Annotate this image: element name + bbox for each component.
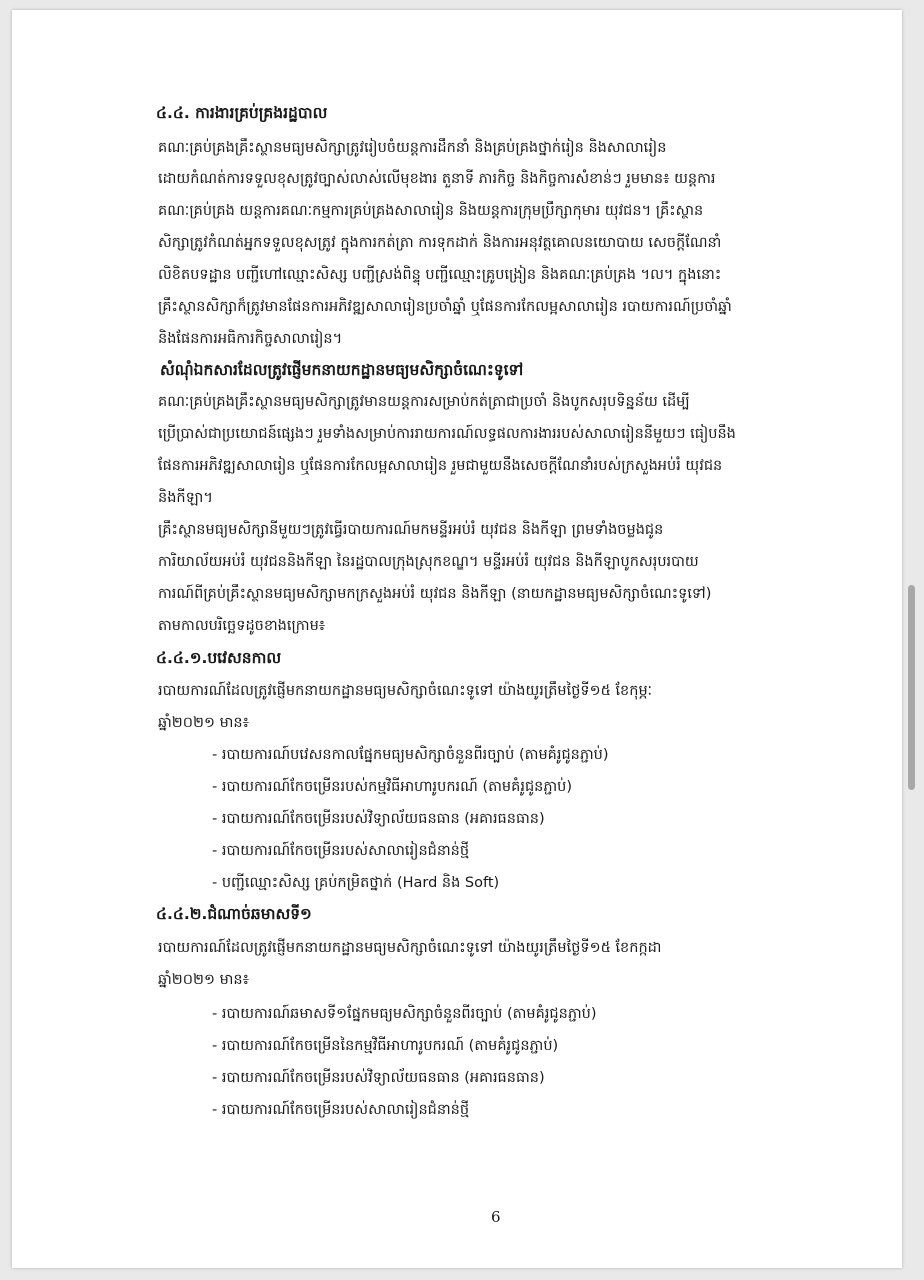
list1-item: - របាយការណ៍បវេសនកាលផ្នែកមធ្យមសិក្សាចំនួនពីរច្បាប់ (តាមគំរូជូនភ្ជាប់) [212, 747, 609, 763]
para1-line: គណៈគ្រប់គ្រងគ្រឹះស្ថានមធ្យមសិក្សាត្រូវរៀបចំយន្តការដឹកនាំ និងគ្រប់គ្រងថ្នាក់រៀន និងសាលារៀន [158, 140, 667, 156]
list1-item: - របាយការណ៍កែចម្រើនរបស់វិទ្យាល័យធនធាន (អគារធនធាន) [212, 811, 545, 827]
para1-line: គណៈគ្រប់គ្រង យន្តការគណៈកម្មការគ្រប់គ្រងសាលារៀន និងយន្តការក្រុមប្រឹក្សាកុមារ យុវជន។ គ្រឹះស្ថាន [158, 203, 704, 219]
para1-line: ដោយកំណត់ការទទួលខុសត្រូវច្បាស់លាស់លើមុខងារ តួនាទី ភារកិច្ច និងកិច្ចការសំខាន់ៗ រួមមាន៖ យន្តការ [158, 171, 716, 187]
intro2-line: របាយការណ៍ដែលត្រូវផ្ញើមកនាយកដ្ឋានមធ្យមសិក្សាចំណេះទូទៅ យ៉ាងយូរត្រឹមថ្ងៃទី១៥ ខែកក្កដា [158, 940, 662, 956]
para3-line: ការណ៍ពីគ្រប់គ្រឹះស្ថានមធ្យមសិក្សាមកក្រសួងអប់រំ យុវជន និងកីឡា (នាយកដ្ឋានមធ្យមសិក្សាចំណេះទូទៅ) [158, 586, 712, 602]
list1-item: - របាយការណ៍កែចម្រើនរបស់សាលារៀនជំនាន់ថ្មី [212, 843, 470, 859]
subheading-documents: សំណុំឯកសារដែលត្រូវផ្ញើមកនាយកដ្ឋានមធ្យមសិក្សាចំណេះទូទៅ [160, 361, 524, 379]
para3-line: តាមកាលបរិច្ឆេទដូចខាងក្រោម៖ [158, 618, 326, 634]
scrollbar-thumb[interactable] [908, 585, 915, 790]
para1-line: គ្រឹះស្ថានសិក្សាក៏ត្រូវមានផែនការអភិវឌ្ឍសាលារៀនប្រចាំឆ្នាំ ឬផែនការកែលម្អសាលារៀន របាយការណ៍ប្រចាំឆ្នាំ [158, 299, 732, 315]
intro2-line: ឆ្នាំ២០២១ មាន៖ [158, 972, 249, 988]
para2-line: គណៈគ្រប់គ្រងគ្រឹះស្ថានមធ្យមសិក្សាត្រូវមានយន្តការសម្រាប់កត់ត្រាជាប្រចាំ និងបូកសរុបទិន្នន័យ ដើម្បី [158, 394, 690, 410]
list1-item: - បញ្ជីឈ្មោះសិស្ស គ្រប់កម្រិតថ្នាក់ (Hard និង Soft) [212, 875, 500, 891]
para1-line: សិក្សាត្រូវកំណត់អ្នកទទួលខុសត្រូវ ក្នុងការកត់ត្រា ការទុកដាក់ និងការអនុវត្តគោលនយោបាយ សេចក្ដីណែនាំ [158, 235, 722, 251]
para2-line: ប្រើប្រាស់ជាប្រយោជន៍ផ្សេងៗ រួមទាំងសម្រាប់ការរាយការណ៍លទ្ធផលការងាររបស់សាលារៀននីមួយៗ ធៀបនឹង [158, 426, 736, 442]
document-page [12, 10, 902, 1268]
para2-line: ផែនការអភិវឌ្ឍសាលារៀន ឬផែនការកែលម្អសាលារៀន រួមជាមួយនឹងសេចក្ដីណែនាំរបស់ក្រសួងអប់រំ យុវជន [158, 458, 723, 474]
list1-item: - របាយការណ៍កែចម្រើនរបស់កម្មវិធីអាហារូបករណ៍ (តាមគំរូជូនភ្ជាប់) [212, 779, 573, 795]
section-heading-4-4: ៤.៤. ការងារគ្រប់គ្រងរដ្ឋបាល [156, 104, 328, 122]
page-number: 6 [491, 1208, 501, 1226]
para3-line: ការិយាល័យអប់រំ យុវជននិងកីឡា នៃរដ្ឋបាលក្រុងស្រុកខណ្ឌ។ មន្ទីរអប់រំ យុវជន និងកីឡាបូកសរុបរបាយ [158, 554, 699, 570]
intro1-line: របាយការណ៍ដែលត្រូវផ្ញើមកនាយកដ្ឋានមធ្យមសិក្សាចំណេះទូទៅ យ៉ាងយូរត្រឹមថ្ងៃទី១៥ ខែកុម្ភៈ [158, 683, 653, 699]
para3-line: គ្រឹះស្ថានមធ្យមសិក្សានីមួយៗត្រូវធ្វើរបាយការណ៍មកមន្ទីរអប់រំ យុវជន និងកីឡា ព្រមទាំងចម្លងជូន [158, 522, 664, 538]
para1-line: និងផែនការអធិការកិច្ចសាលារៀន។ [158, 331, 343, 347]
list2-item: - របាយការណ៍ឆមាសទី១ផ្នែកមធ្យមសិក្សាចំនួនពីរច្បាប់ (តាមគំរូជូនភ្ជាប់) [212, 1006, 597, 1022]
list2-item: - របាយការណ៍កែចម្រើនរបស់សាលារៀនជំនាន់ថ្មី [212, 1102, 470, 1118]
intro1-line: ឆ្នាំ២០២១ មាន៖ [158, 715, 249, 731]
para1-line: លិខិតបទដ្ឋាន បញ្ជីហៅឈ្មោះសិស្ស បញ្ជីស្រង់ពិន្ទុ បញ្ជីឈ្មោះគ្រូបង្រៀន និងគណៈគ្រប់គ្រង ។ល។ ក្នុងនោះ [158, 267, 722, 283]
section-heading-4-4-1: ៤.៤.១.បវេសនកាល [156, 649, 282, 667]
section-heading-4-4-2: ៤.៤.២.ជំណាច់ឆមាសទី១ [156, 905, 312, 923]
list2-item: - របាយការណ៍កែចម្រើននៃកម្មវិធីអាហារូបករណ៍ (តាមគំរូជូនភ្ជាប់) [212, 1038, 559, 1054]
list2-item: - របាយការណ៍កែចម្រើនរបស់វិទ្យាល័យធនធាន (អគារធនធាន) [212, 1070, 545, 1086]
para2-line: និងកីឡា។ [158, 490, 213, 506]
